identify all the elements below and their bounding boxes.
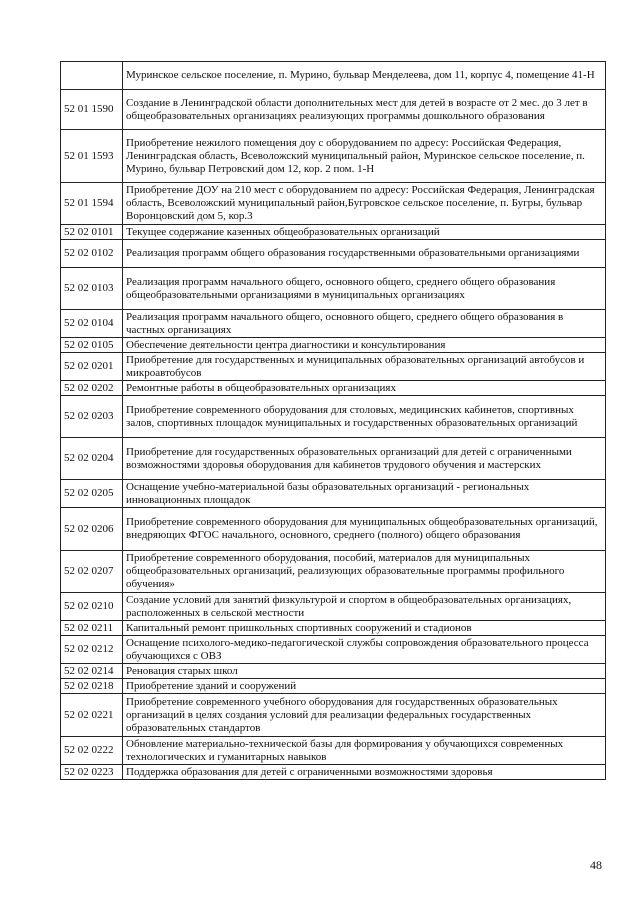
row-description: Приобретение современного оборудования для муниципальных общеобразовательных организаций, внедряющих ФГОС начального, основного, среднего (полного) общего образования [123,508,606,551]
row-description: Приобретение для государственных и муниципальных образовательных организаций автобусов и микроавтобусов [123,353,606,381]
row-description: Ремонтные работы в общеобразовательных организациях [123,381,606,396]
row-code: 52 02 0218 [61,679,123,694]
table-row [61,636,606,664]
row-description: Приобретение ДОУ на 210 мест с оборудованием по адресу: Российская Федерация, Ленинградская область, Всеволожский муниципальный район,Бугровское сельское поселение, п. Бугры, бульвар Воронцовский дом 5, кор.3 [123,183,606,225]
row-code [61,62,123,90]
row-description: Приобретение современного оборудования для столовых, медицинских кабинетов, спортивных залов, спортивных площадок муниципальных и государственных образовательных организаций [123,396,606,438]
row-code: 52 02 0102 [61,240,123,268]
row-code: 52 02 0212 [61,636,123,664]
row-description: Приобретение для государственных образовательных организаций для детей с ограниченными возможностями здоровья оборудования для кабинетов трудового обучения и мастерских [123,438,606,480]
row-code: 52 01 1590 [61,90,123,130]
row-code: 52 02 0221 [61,694,123,737]
row-description: Муринское сельское поселение, п. Мурино, бульвар Менделеева, дом 11, корпус 4, помещение 41-Н [123,62,606,90]
row-description: Создание в Ленинградской области дополнительных мест для детей в возрасте от 2 мес. до 3 лет в общеобразовательных организациях реализующих программы дошкольного образования [123,90,606,130]
row-description: Приобретение современного оборудования, пособий, материалов для муниципальных общеобразовательных организаций, реализующих образовательные программы профильного обучения» [123,551,606,593]
row-code: 52 02 0202 [61,381,123,396]
table-row [61,225,606,240]
row-description: Создание условий для занятий физкультурой и спортом в общеобразовательных организациях, расположенных в сельской местности [123,593,606,621]
budget-codes-table [60,61,606,780]
row-description: Приобретение современного учебного оборудования для государственных образовательных организаций в целях создания условий для реализации федеральных государственных образовательных стандартов [123,694,606,737]
row-code: 52 02 0103 [61,268,123,310]
row-code: 52 01 1593 [61,130,123,183]
row-code: 52 02 0105 [61,338,123,353]
row-description: Текущее содержание казенных общеобразовательных организаций [123,225,606,240]
row-code: 52 02 0104 [61,310,123,338]
table-row [61,240,606,268]
table-row [61,353,606,381]
table-row [61,508,606,551]
table-row [61,551,606,593]
row-description: Приобретение зданий и сооружений [123,679,606,694]
row-description: Обеспечение деятельности центра диагностики и консультирования [123,338,606,353]
page-number: 48 [590,858,602,872]
row-code: 52 02 0201 [61,353,123,381]
row-description: Поддержка образования для детей с ограниченными возможностями здоровья [123,765,606,780]
table-row [61,438,606,480]
table-row [61,737,606,765]
row-description: Реализация программ начального общего, основного общего, среднего общего образования общеобразовательными организациями в муниципальных организациях [123,268,606,310]
row-code: 52 02 0204 [61,438,123,480]
table-row [61,593,606,621]
row-description: Оснащение психолого-медико-педагогической службы сопровождения образовательного процесса обучающихся с ОВЗ [123,636,606,664]
row-code: 52 02 0101 [61,225,123,240]
row-description: Приобретение нежилого помещения доу с оборудованием по адресу: Российская Федерация, Ленинградская область, Всеволожский муниципальный район, Муринское сельское поселение, п. Мурино, бульвар Петровский дом 12, кор. 2 пом. 1-Н [123,130,606,183]
row-code: 52 02 0207 [61,551,123,593]
table-row [61,90,606,130]
table-row [61,679,606,694]
table-row [61,62,606,90]
row-description: Оснащение учебно-материальной базы образовательных организаций - региональных инновационных площадок [123,480,606,508]
table-row [61,396,606,438]
row-description: Капитальный ремонт пришкольных спортивных сооружений и стадионов [123,621,606,636]
table-row [61,130,606,183]
table-row [61,694,606,737]
table-row [61,338,606,353]
table-row [61,268,606,310]
table-row [61,664,606,679]
row-description: Реализация программ общего образования государственными образовательными организациями [123,240,606,268]
table-row [61,381,606,396]
row-code: 52 02 0223 [61,765,123,780]
row-code: 52 02 0222 [61,737,123,765]
table-row [61,765,606,780]
row-code: 52 02 0210 [61,593,123,621]
table-row [61,310,606,338]
table-row [61,480,606,508]
row-code: 52 02 0214 [61,664,123,679]
row-code: 52 02 0206 [61,508,123,551]
row-description: Реновация старых школ [123,664,606,679]
table-row [61,621,606,636]
row-code: 52 01 1594 [61,183,123,225]
row-code: 52 02 0205 [61,480,123,508]
row-code: 52 02 0203 [61,396,123,438]
row-code: 52 02 0211 [61,621,123,636]
row-description: Реализация программ начального общего, основного общего, среднего общего образования в частных организациях [123,310,606,338]
document-page [60,61,605,780]
table-row [61,183,606,225]
row-description: Обновление материально-технической базы для формирования у обучающихся современных технологических и гуманитарных навыков [123,737,606,765]
